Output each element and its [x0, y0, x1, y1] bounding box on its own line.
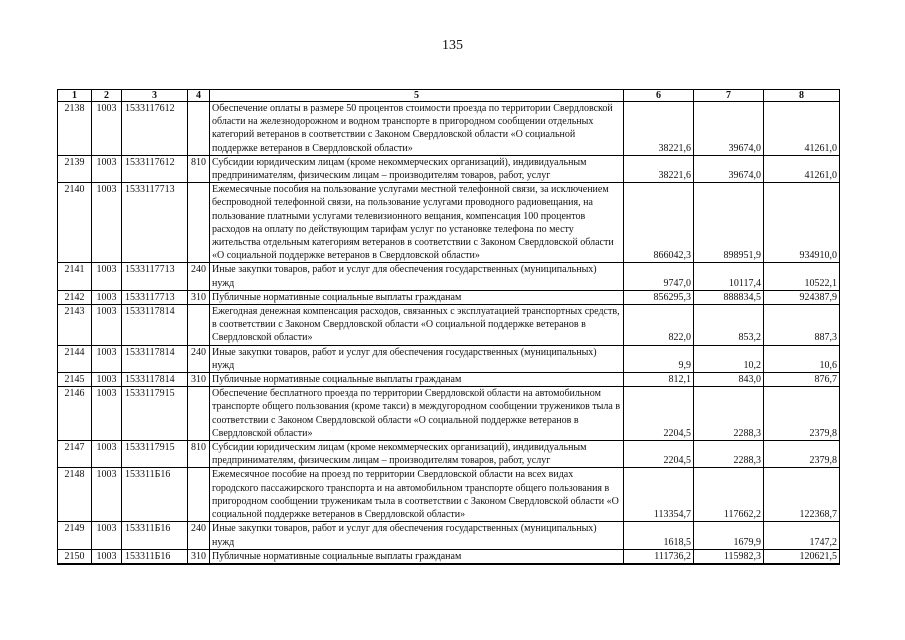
target-article-cell: 153311Б16 — [122, 522, 188, 549]
expense-type-cell: 310 — [188, 373, 210, 387]
table-row — [58, 305, 840, 346]
amount-cell-col6: 2204,5 — [624, 441, 694, 468]
amount-cell-col7: 10,2 — [694, 345, 764, 372]
page-number: 135 — [442, 38, 463, 53]
target-article-cell: 1533117814 — [122, 305, 188, 346]
amount-cell-col8: 41261,0 — [764, 102, 840, 156]
amount-cell-col8: 120621,5 — [764, 549, 840, 564]
amount-cell-col6: 856295,3 — [624, 290, 694, 304]
section-code-cell: 1003 — [92, 305, 122, 346]
row-number-cell: 2149 — [58, 522, 92, 549]
amount-cell-col8: 2379,8 — [764, 387, 840, 441]
section-code-cell: 1003 — [92, 345, 122, 372]
amount-cell-col8: 1747,2 — [764, 522, 840, 549]
section-code-cell: 1003 — [92, 183, 122, 263]
row-number-cell: 2148 — [58, 468, 92, 522]
table-row — [58, 468, 840, 522]
target-article-cell: 1533117612 — [122, 155, 188, 182]
section-code-cell: 1003 — [92, 468, 122, 522]
expense-type-cell: 240 — [188, 263, 210, 290]
description-cell: Субсидии юридическим лицам (кроме некоммерческих организаций), индивидуальным предпринимателям, физическим лицам – производителям товаров, работ, услуг — [210, 155, 624, 182]
description-cell: Ежемесячные пособия на пользование услугами местной телефонной связи, за исключением беспроводной телефонной связи, на пользование услугами проводного радиовещания, на пользование платными услугами телевизионного вещания, компенсация 100 процентов расходов на оплату по действующим тарифам услуг по установке телефона по месту жительства отдельным категориям ветеранов в соответствии с Законом Свердловской области «О социальной поддержке ветеранов в Свердловской области» — [210, 183, 624, 263]
row-number-cell: 2142 — [58, 290, 92, 304]
column-header-2: 2 — [92, 90, 122, 102]
target-article-cell: 153311Б16 — [122, 468, 188, 522]
description-cell: Субсидии юридическим лицам (кроме некоммерческих организаций), индивидуальным предпринимателям, физическим лицам – производителям товаров, работ, услуг — [210, 441, 624, 468]
section-code-cell: 1003 — [92, 387, 122, 441]
description-cell: Обеспечение бесплатного проезда по территории Свердловской области на автомобильном транспорте общего пользования (кроме такси) в междугородном сообщении тружеников тыла в соответствии с Законом Свердловской области «О социальной поддержке ветеранов в Свердловской области» — [210, 387, 624, 441]
amount-cell-col6: 113354,7 — [624, 468, 694, 522]
amount-cell-col6: 38221,6 — [624, 102, 694, 156]
target-article-cell: 1533117915 — [122, 387, 188, 441]
column-header-6: 6 — [624, 90, 694, 102]
row-number-cell: 2144 — [58, 345, 92, 372]
row-number-cell: 2138 — [58, 102, 92, 156]
section-code-cell: 1003 — [92, 263, 122, 290]
expense-type-cell: 240 — [188, 522, 210, 549]
target-article-cell: 1533117915 — [122, 441, 188, 468]
description-cell: Ежемесячное пособие на проезд по территории Свердловской области на всех видах городского пассажирского транспорта и на автомобильном транспорте общего пользования в пригородном сообщении труженикам тыла в соответствии с Законом Свердловской области «О социальной поддержке ветеранов в Свердловской области» — [210, 468, 624, 522]
amount-cell-col7: 2288,3 — [694, 441, 764, 468]
table-row — [58, 290, 840, 304]
row-number-cell: 2141 — [58, 263, 92, 290]
column-header-4: 4 — [188, 90, 210, 102]
column-header-8: 8 — [764, 90, 840, 102]
expense-type-cell — [188, 102, 210, 156]
target-article-cell: 1533117814 — [122, 345, 188, 372]
section-code-cell: 1003 — [92, 155, 122, 182]
description-cell: Публичные нормативные социальные выплаты гражданам — [210, 373, 624, 387]
amount-cell-col6: 2204,5 — [624, 387, 694, 441]
expense-type-cell: 240 — [188, 345, 210, 372]
section-code-cell: 1003 — [92, 441, 122, 468]
target-article-cell: 1533117814 — [122, 373, 188, 387]
amount-cell-col6: 9,9 — [624, 345, 694, 372]
column-header-7: 7 — [694, 90, 764, 102]
amount-cell-col7: 10117,4 — [694, 263, 764, 290]
target-article-cell: 1533117713 — [122, 183, 188, 263]
table-row — [58, 345, 840, 372]
target-article-cell: 1533117713 — [122, 290, 188, 304]
amount-cell-col7: 2288,3 — [694, 387, 764, 441]
description-cell: Публичные нормативные социальные выплаты гражданам — [210, 290, 624, 304]
row-number-cell: 2140 — [58, 183, 92, 263]
row-number-cell: 2146 — [58, 387, 92, 441]
amount-cell-col7: 888834,5 — [694, 290, 764, 304]
amount-cell-col6: 812,1 — [624, 373, 694, 387]
row-number-cell: 2139 — [58, 155, 92, 182]
amount-cell-col7: 117662,2 — [694, 468, 764, 522]
amount-cell-col6: 1618,5 — [624, 522, 694, 549]
description-cell: Иные закупки товаров, работ и услуг для обеспечения государственных (муниципальных) нужд — [210, 263, 624, 290]
expense-type-cell — [188, 183, 210, 263]
description-cell: Иные закупки товаров, работ и услуг для обеспечения государственных (муниципальных) нужд — [210, 345, 624, 372]
amount-cell-col8: 2379,8 — [764, 441, 840, 468]
amount-cell-col8: 122368,7 — [764, 468, 840, 522]
table-row — [58, 373, 840, 387]
description-cell: Ежегодная денежная компенсация расходов, связанных с эксплуатацией транспортных средств, в соответствии с Законом Свердловской области «О социальной поддержке ветеранов в Свердловской области» — [210, 305, 624, 346]
target-article-cell: 153311Б16 — [122, 549, 188, 564]
section-code-cell: 1003 — [92, 522, 122, 549]
amount-cell-col7: 39674,0 — [694, 102, 764, 156]
table-row — [58, 183, 840, 263]
amount-cell-col7: 1679,9 — [694, 522, 764, 549]
target-article-cell: 1533117713 — [122, 263, 188, 290]
amount-cell-col8: 876,7 — [764, 373, 840, 387]
amount-cell-col8: 887,3 — [764, 305, 840, 346]
section-code-cell: 1003 — [92, 102, 122, 156]
column-header-3: 3 — [122, 90, 188, 102]
amount-cell-col6: 9747,0 — [624, 263, 694, 290]
amount-cell-col7: 39674,0 — [694, 155, 764, 182]
target-article-cell: 1533117612 — [122, 102, 188, 156]
description-cell: Иные закупки товаров, работ и услуг для обеспечения государственных (муниципальных) нужд — [210, 522, 624, 549]
expense-type-cell — [188, 387, 210, 441]
section-code-cell: 1003 — [92, 373, 122, 387]
expense-type-cell: 810 — [188, 441, 210, 468]
budget-table — [57, 89, 840, 565]
table-row — [58, 155, 840, 182]
description-cell: Публичные нормативные социальные выплаты гражданам — [210, 549, 624, 564]
expense-type-cell: 310 — [188, 290, 210, 304]
amount-cell-col6: 111736,2 — [624, 549, 694, 564]
amount-cell-col8: 934910,0 — [764, 183, 840, 263]
amount-cell-col7: 853,2 — [694, 305, 764, 346]
table-row — [58, 387, 840, 441]
expense-type-cell: 810 — [188, 155, 210, 182]
section-code-cell: 1003 — [92, 290, 122, 304]
column-header-1: 1 — [58, 90, 92, 102]
row-number-cell: 2143 — [58, 305, 92, 346]
column-header-5: 5 — [210, 90, 624, 102]
expense-type-cell — [188, 468, 210, 522]
table-row — [58, 263, 840, 290]
table-row — [58, 549, 840, 564]
row-number-cell: 2147 — [58, 441, 92, 468]
table-row — [58, 441, 840, 468]
table-row — [58, 522, 840, 549]
amount-cell-col8: 924387,9 — [764, 290, 840, 304]
section-code-cell: 1003 — [92, 549, 122, 564]
expense-type-cell: 310 — [188, 549, 210, 564]
row-number-cell: 2145 — [58, 373, 92, 387]
amount-cell-col6: 866042,3 — [624, 183, 694, 263]
amount-cell-col8: 10,6 — [764, 345, 840, 372]
description-cell: Обеспечение оплаты в размере 50 процентов стоимости проезда по территории Свердловской области на железнодорожном и водном транспорте в пригородном сообщении отдельных категорий ветеранов в соответствии с Законом Свердловской области «О социальной поддержке ветеранов в Свердловской области» — [210, 102, 624, 156]
amount-cell-col6: 38221,6 — [624, 155, 694, 182]
amount-cell-col7: 843,0 — [694, 373, 764, 387]
amount-cell-col8: 10522,1 — [764, 263, 840, 290]
amount-cell-col6: 822,0 — [624, 305, 694, 346]
row-number-cell: 2150 — [58, 549, 92, 564]
amount-cell-col7: 115982,3 — [694, 549, 764, 564]
amount-cell-col8: 41261,0 — [764, 155, 840, 182]
expense-type-cell — [188, 305, 210, 346]
table-header-row — [58, 90, 840, 102]
amount-cell-col7: 898951,9 — [694, 183, 764, 263]
table-row — [58, 102, 840, 156]
